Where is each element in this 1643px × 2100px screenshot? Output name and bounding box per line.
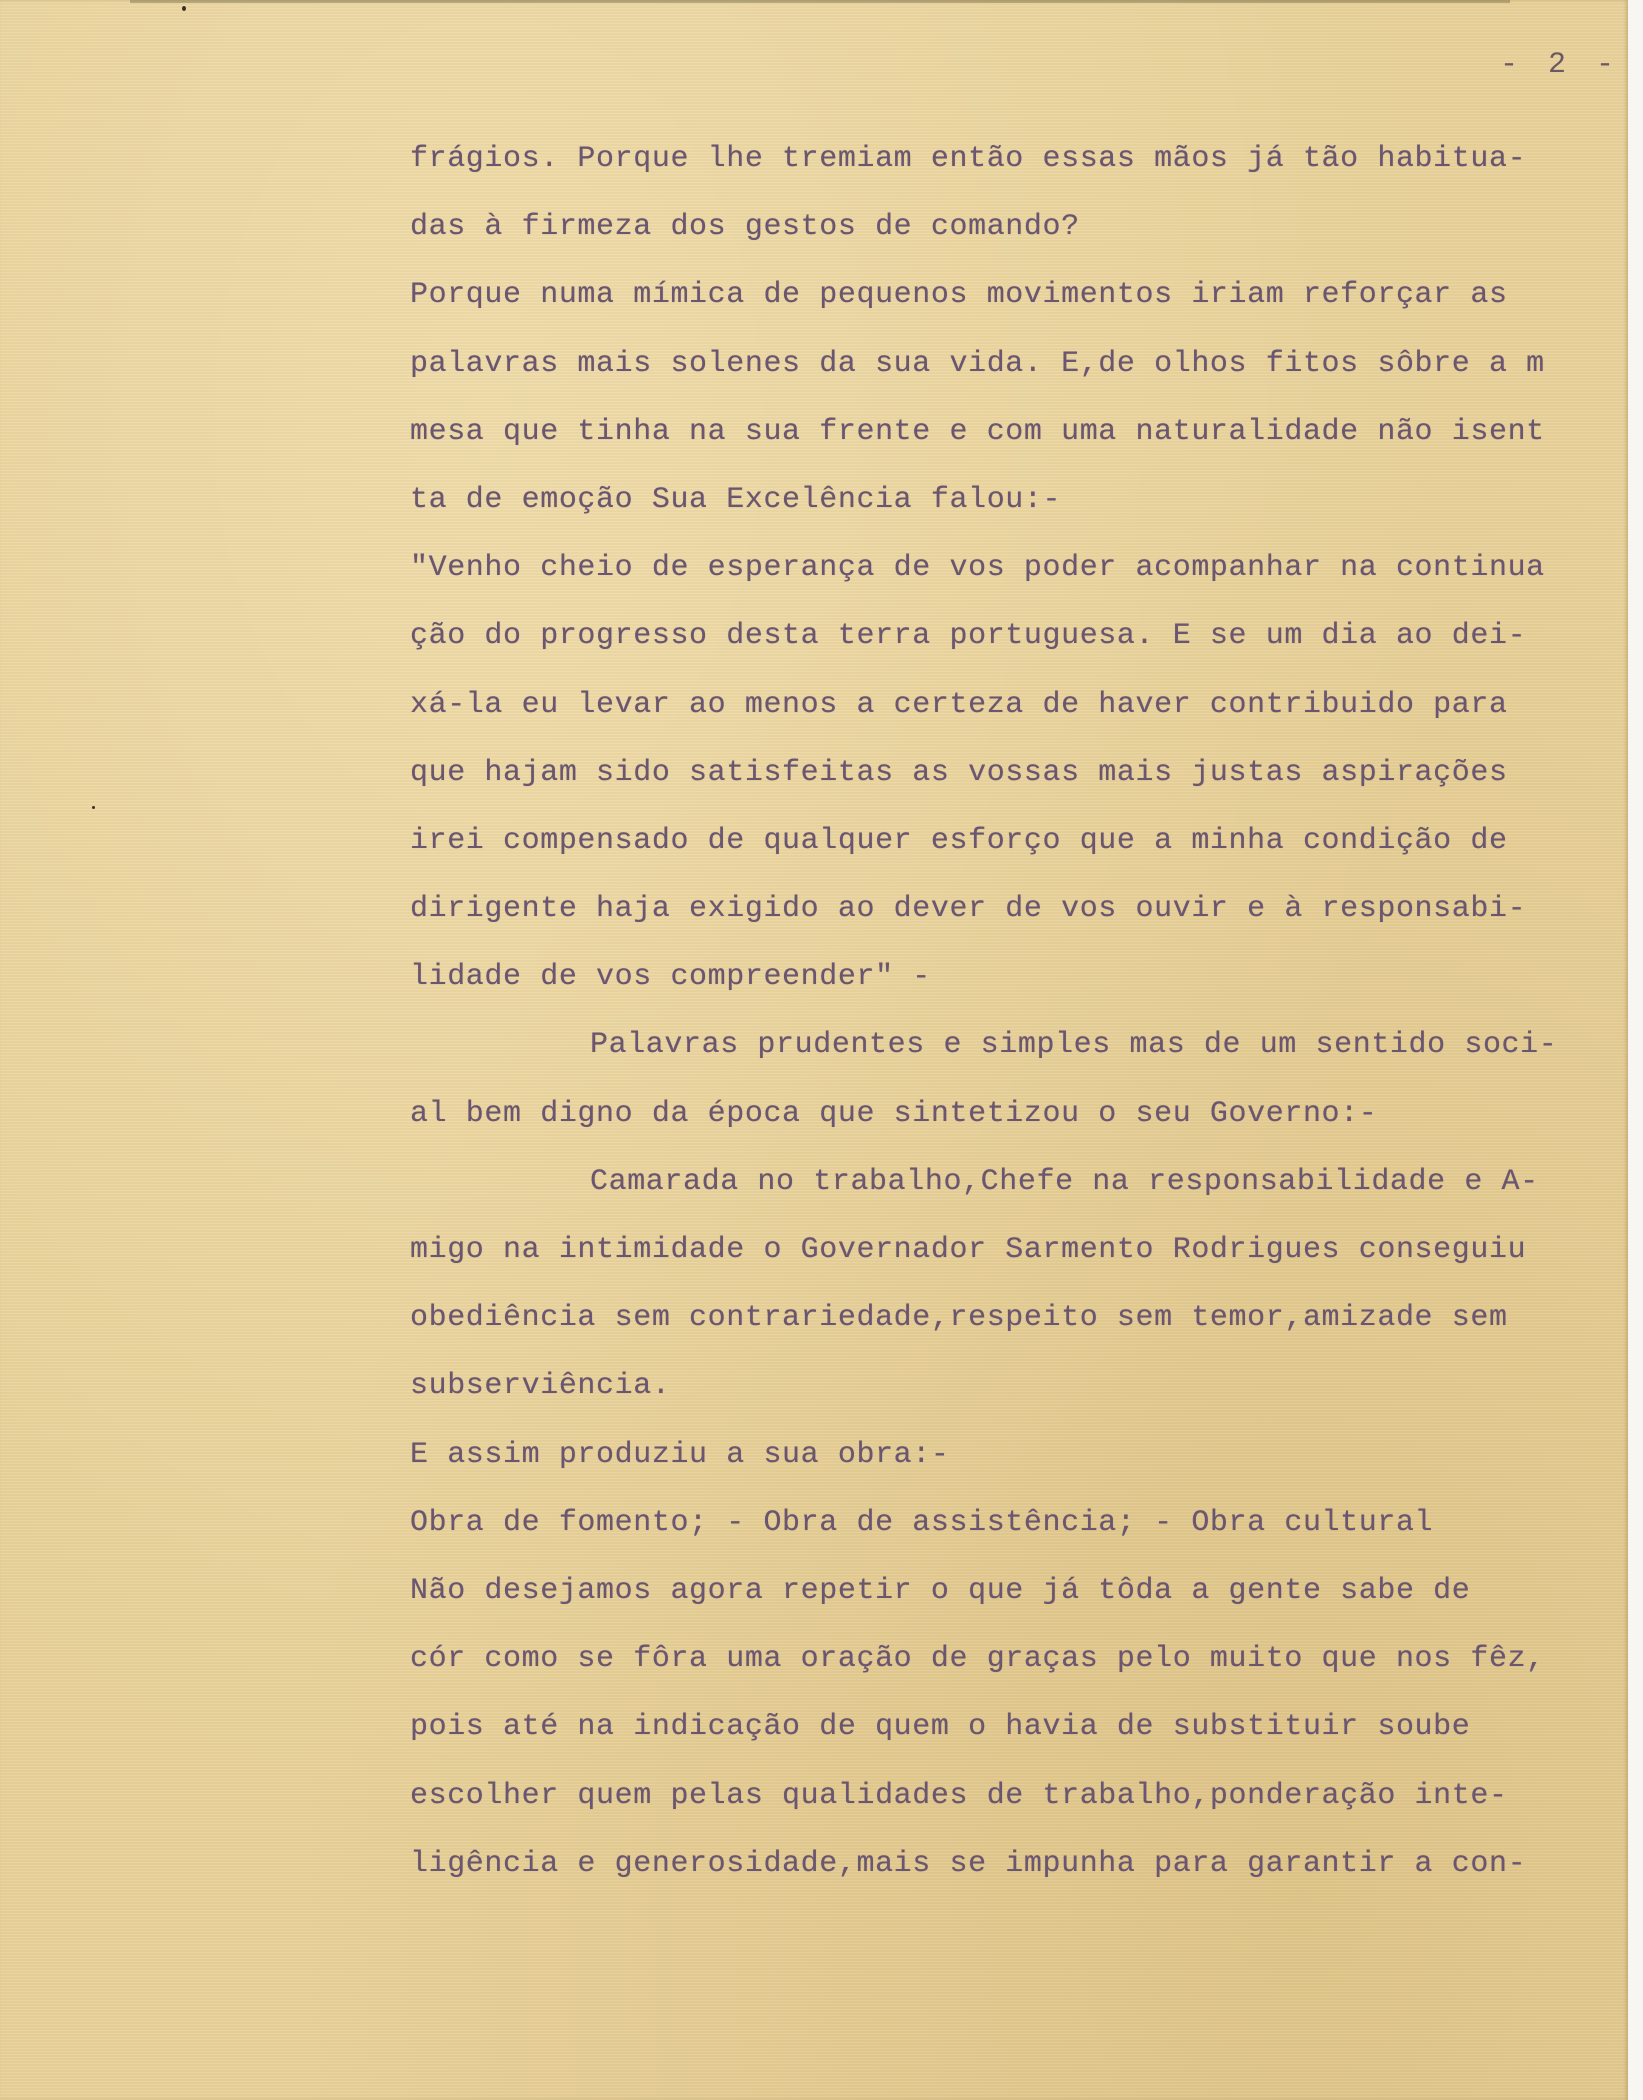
- text-line: ta de emoção Sua Excelência falou:-: [410, 482, 1062, 517]
- page-top-edge-shadow: [130, 0, 1510, 3]
- text-line: ção do progresso desta terra portuguesa. E se um dia ao dei-: [410, 619, 1527, 654]
- text-line: "Venho cheio de esperança de vos poder acompanhar na continua: [410, 551, 1545, 586]
- text-line: Palavras prudentes e simples mas de um sentido soci-: [590, 1028, 1558, 1063]
- text-line: al bem digno da época que sintetizou o seu Governo:-: [410, 1096, 1378, 1131]
- ink-speck: [92, 806, 95, 809]
- text-line: subserviência.: [410, 1369, 671, 1404]
- text-line: Obra de fomento; - Obra de assistência; - Obra cultural: [410, 1505, 1434, 1540]
- page-number: - 2 -: [1500, 48, 1621, 82]
- scan-border: [1628, 0, 1643, 2100]
- text-line: Porque numa mímica de pequenos movimentos iriam reforçar as: [410, 278, 1508, 313]
- text-line: frágios. Porque lhe tremiam então essas mãos já tão habitua-: [410, 142, 1527, 176]
- text-line: obediência sem contrariedade,respeito sem temor,amizade sem: [410, 1301, 1508, 1336]
- text-line: cór como se fôra uma oração de graças pelo muito que nos fêz,: [410, 1642, 1545, 1677]
- document-body: [410, 138, 1620, 1911]
- text-line: migo na intimidade o Governador Sarmento Rodrigues conseguiu: [410, 1233, 1527, 1267]
- text-line: dirigente haja exigido ao dever de vos ouvir e à responsabi-: [410, 892, 1527, 927]
- text-line: das à firmeza dos gestos de comando?: [410, 210, 1080, 245]
- text-line: irei compensado de qualquer esforço que a minha condição de: [410, 823, 1508, 858]
- text-line: Não desejamos agora repetir o que já tôda a gente sabe de: [410, 1573, 1471, 1608]
- text-line: mesa que tinha na sua frente e com uma naturalidade não isent: [410, 414, 1545, 449]
- text-line: E assim produziu a sua obra:-: [410, 1437, 950, 1472]
- text-line: ligência e generosidade,mais se impunha para garantir a con-: [410, 1846, 1527, 1881]
- text-line: palavras mais solenes da sua vida. E,de olhos fitos sôbre a m: [410, 346, 1545, 381]
- text-line: Camarada no trabalho,Chefe na responsabilidade e A-: [590, 1164, 1539, 1199]
- text-line: xá-la eu levar ao menos a certeza de haver contribuido para: [410, 687, 1508, 722]
- text-line: pois até na indicação de quem o havia de substituir soube: [410, 1710, 1471, 1745]
- text-line: que hajam sido satisfeitas as vossas mais justas aspirações: [410, 755, 1508, 790]
- ink-speck: [182, 6, 186, 11]
- text-line: escolher quem pelas qualidades de trabalho,ponderação inte-: [410, 1778, 1508, 1813]
- text-line: lidade de vos compreender" -: [410, 960, 931, 995]
